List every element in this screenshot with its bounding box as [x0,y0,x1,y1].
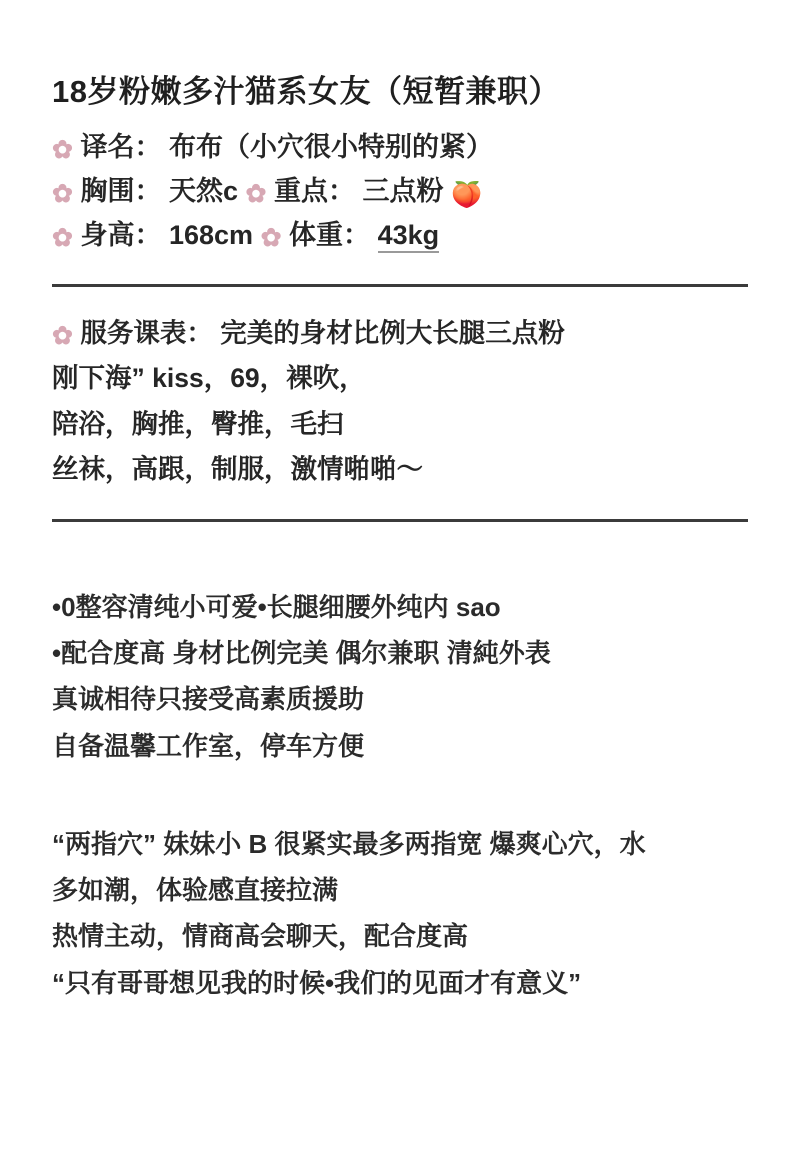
service-line: 刚下海” kiss，69，裸吹， [52,363,366,394]
profile-value-focus: 三点粉 [362,176,444,207]
description-line: “只有哥哥想见我的时候•我们的见面才有意义” [52,967,582,998]
feature-line: •配合度高 身材比例完美 偶尔兼职 清純外表 [52,638,551,669]
divider-top [52,284,748,287]
features-section [52,584,748,769]
profile-row-name [52,126,748,170]
service-heading-label: 服务课表： [80,317,213,348]
profile-value-name: 布布（小穴很小特别的紧） [168,132,493,163]
divider-bottom [52,519,748,522]
rosette-icon: ✿ [52,223,73,252]
service-heading [52,311,748,357]
page-title: 18岁粉嫩多汁猫系女友（短暂兼职） [52,74,560,109]
description-line: 热情主动，情商高会聊天，配合度高 [52,921,469,952]
description-section [52,821,748,1006]
rosette-icon: ✿ [245,180,267,209]
profile-label-height: 身高： [80,219,162,250]
profile-label-bust: 胸围： [80,176,162,207]
profile-row-bust-focus [52,170,748,214]
spacer [52,546,748,584]
rosette-icon: ✿ [52,321,73,350]
profile-value-height: 168cm [168,219,254,250]
description-line: “两指穴” 妹妹小 B 很紧实最多两指宽 爆爽心穴，水 [52,828,646,859]
spacer [52,769,748,821]
profile-value-weight: 43kg [378,220,440,253]
rosette-icon: ✿ [260,223,282,252]
rosette-icon: ✿ [52,180,73,209]
profile-label-focus: 重点： [274,176,355,207]
rosette-icon: ✿ [52,136,73,165]
service-section [52,311,748,493]
feature-line: •0整容清纯小可爱•长腿细腰外纯内 sao [52,591,501,622]
service-heading-value: 完美的身材比例大长腿三点粉 [220,317,565,348]
profile-value-bust: 天然c [168,176,239,207]
feature-line: 真诚相待只接受高素质援助 [52,684,365,715]
feature-line: 自备温馨工作室，停车方便 [52,730,365,761]
description-line: 多如潮，体验感直接拉满 [52,875,339,906]
service-line: 丝袜，高跟，制服，激情啪啪～ [52,454,423,485]
peach-icon: 🍑 [451,181,483,210]
profile-label-name: 译名： [80,132,162,163]
service-line: 陪浴，胸推，臀推，毛扫 [52,408,344,439]
profile-label-weight: 体重： [289,219,371,250]
profile-row-height-weight [52,214,748,258]
